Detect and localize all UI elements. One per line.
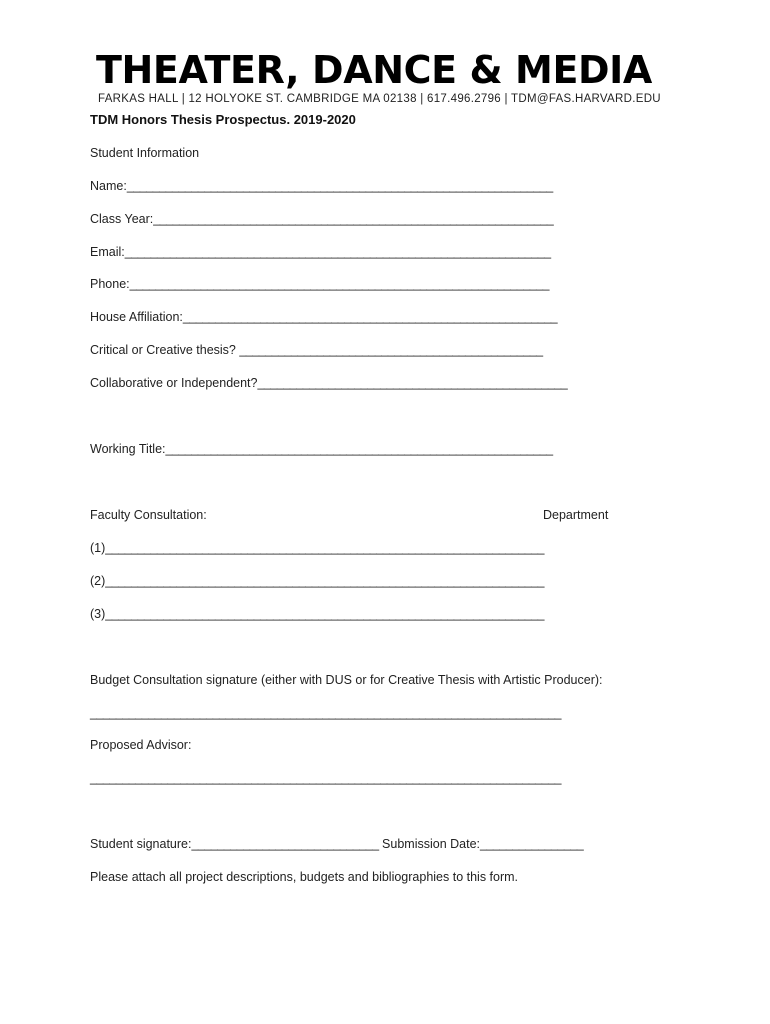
department-title: THEATER, DANCE & MEDIA — [96, 48, 652, 92]
phone-blank[interactable]: _________________________________________________________________ — [129, 277, 549, 291]
form-title: TDM Honors Thesis Prospectus. 2019-2020 — [90, 112, 356, 127]
signature-row — [90, 836, 583, 852]
faculty-3-blank[interactable]: ____________________________________________________________________ — [105, 607, 545, 621]
section-student-information: Student Information — [90, 146, 200, 160]
phone-field[interactable] — [90, 276, 549, 292]
attachment-note: Please attach all project descriptions, budgets and bibliographies to this form. — [90, 870, 519, 884]
faculty-2-field[interactable] — [90, 573, 544, 589]
email-field[interactable] — [90, 244, 551, 260]
class-year-field[interactable] — [90, 211, 553, 227]
faculty-consultation-label: Faculty Consultation: — [90, 508, 207, 522]
submission-date-label: Submission Date: — [378, 837, 481, 851]
thesis-type-label: Critical or Creative thesis? — [90, 343, 240, 357]
collaboration-label: Collaborative or Independent? — [90, 376, 258, 390]
email-label: Email: — [90, 245, 125, 259]
student-signature-blank[interactable]: _____________________________ — [191, 837, 379, 851]
student-signature-label: Student signature: — [90, 837, 192, 851]
name-blank[interactable]: __________________________________________________________________ — [126, 179, 553, 193]
proposed-advisor-blank[interactable]: _________________________________________________________________________ — [90, 771, 561, 785]
collaboration-field[interactable] — [90, 375, 567, 391]
thesis-type-blank[interactable]: _______________________________________________ — [239, 343, 543, 357]
working-title-blank[interactable]: ____________________________________________________________ — [165, 442, 553, 456]
faculty-1-field[interactable] — [90, 540, 544, 556]
faculty-3-label: (3) — [90, 607, 106, 621]
thesis-type-field[interactable] — [90, 342, 543, 358]
house-affiliation-field[interactable] — [90, 309, 557, 325]
collaboration-blank[interactable]: ________________________________________________ — [257, 376, 568, 390]
budget-consultation-label: Budget Consultation signature (either with DUS or for Creative Thesis with Artistic Producer): — [90, 673, 603, 687]
submission-date-blank[interactable]: ________________ — [480, 837, 584, 851]
class-year-label: Class Year: — [90, 212, 154, 226]
department-column-label: Department — [543, 508, 609, 522]
phone-label: Phone: — [90, 277, 130, 291]
house-affiliation-blank[interactable]: __________________________________________________________ — [182, 310, 558, 324]
working-title-field[interactable] — [90, 441, 553, 457]
department-address: FARKAS HALL | 12 HOLYOKE ST. CAMBRIDGE MA 02138 | 617.496.2796 | TDM@FAS.HARVARD.EDU — [98, 93, 661, 105]
faculty-3-field[interactable] — [90, 606, 544, 622]
working-title-label: Working Title: — [90, 442, 166, 456]
faculty-2-blank[interactable]: ____________________________________________________________________ — [105, 574, 545, 588]
name-label: Name: — [90, 179, 127, 193]
faculty-1-label: (1) — [90, 541, 106, 555]
budget-signature-blank[interactable]: _________________________________________________________________________ — [90, 706, 561, 720]
proposed-advisor-label: Proposed Advisor: — [90, 738, 192, 752]
faculty-2-label: (2) — [90, 574, 106, 588]
house-affiliation-label: House Affiliation: — [90, 310, 183, 324]
name-field[interactable] — [90, 178, 553, 194]
faculty-1-blank[interactable]: ____________________________________________________________________ — [105, 541, 545, 555]
email-blank[interactable]: __________________________________________________________________ — [124, 245, 551, 259]
class-year-blank[interactable]: ______________________________________________________________ — [153, 212, 554, 226]
